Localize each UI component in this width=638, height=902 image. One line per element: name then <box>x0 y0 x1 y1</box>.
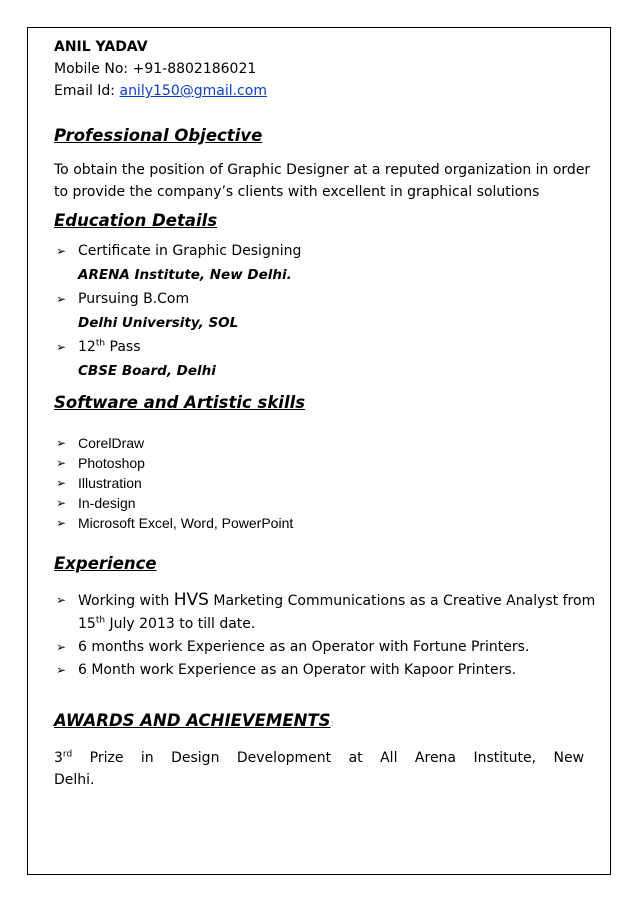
superscript: th <box>95 338 106 349</box>
list-item <box>54 659 599 682</box>
resume <box>54 36 599 791</box>
experience-text: Marketing Communications as a Creative Analyst from <box>208 593 596 609</box>
arrow-bullet-icon: ➢ <box>56 640 67 654</box>
list-item <box>54 263 599 287</box>
education-heading: Education Details <box>54 211 218 230</box>
arrow-bullet-icon: ➢ <box>56 593 67 607</box>
education-title-rest: Pass <box>105 339 141 355</box>
experience-heading: Experience <box>54 554 157 573</box>
skill-label: In-design <box>78 495 136 511</box>
education-list <box>54 239 599 383</box>
superscript: rd <box>62 749 73 760</box>
awards-colon: : <box>330 719 334 729</box>
experience-list <box>54 589 599 682</box>
skills-heading: Software and Artistic skills <box>54 393 306 412</box>
list-item <box>54 359 599 383</box>
award-description: Prize in Design Development at All Arena Institute, New Delhi. <box>54 750 585 788</box>
list-item <box>54 335 599 359</box>
education-title: Pursuing B.Com <box>78 291 190 307</box>
list-item <box>54 589 599 613</box>
experience-date-number: 15 <box>78 616 96 632</box>
arrow-bullet-icon: ➢ <box>56 292 67 306</box>
skill-label: CorelDraw <box>78 435 145 451</box>
arrow-bullet-icon: ➢ <box>56 340 67 354</box>
education-institution: Delhi University, SOL <box>78 315 239 331</box>
skill-label: Illustration <box>78 475 142 491</box>
awards-heading-text: AWARDS AND ACHIEVEMENTS <box>54 711 331 730</box>
list-item <box>54 311 599 335</box>
awards-heading <box>54 710 599 735</box>
experience-text: Working with <box>78 593 174 609</box>
experience-text: 6 Month work Experience as an Operator with Kapoor Printers. <box>78 662 517 678</box>
education-institution: CBSE Board, Delhi <box>78 363 216 379</box>
skill-label: Microsoft Excel, Word, PowerPoint <box>78 515 294 531</box>
education-title-number: 12 <box>78 339 96 355</box>
company-hvs: HVS <box>173 590 209 610</box>
email-line <box>54 80 599 102</box>
list-item <box>54 433 599 453</box>
arrow-bullet-icon: ➢ <box>56 516 67 530</box>
objective-heading: Professional Objective <box>54 126 263 145</box>
list-item <box>54 287 599 311</box>
education-title: Certificate in Graphic Designing <box>78 243 302 259</box>
arrow-bullet-icon: ➢ <box>56 436 67 450</box>
list-item <box>54 453 599 473</box>
mobile-number: +91-8802186021 <box>132 61 257 77</box>
list-item <box>54 239 599 263</box>
mobile-label: Mobile No: <box>54 61 133 77</box>
experience-date-rest: July 2013 to till date. <box>105 616 256 632</box>
experience-text: 6 months work Experience as an Operator with Fortune Printers. <box>78 639 530 655</box>
skill-label: Photoshop <box>78 455 145 471</box>
education-institution: ARENA Institute, New Delhi. <box>78 267 292 283</box>
superscript: th <box>95 615 106 626</box>
list-item <box>54 513 599 533</box>
objective-text: To obtain the position of Graphic Designer at a reputed organization in order to provide the company’s clients with excellent in graphical solutions <box>54 162 591 200</box>
arrow-bullet-icon: ➢ <box>56 456 67 470</box>
arrow-bullet-icon: ➢ <box>56 663 67 677</box>
award-text <box>54 747 599 791</box>
list-item <box>54 473 599 493</box>
list-item <box>54 636 599 659</box>
list-item <box>54 493 599 513</box>
award-number: 3 <box>54 750 63 766</box>
arrow-bullet-icon: ➢ <box>56 496 67 510</box>
list-item <box>54 613 599 636</box>
mobile-line <box>54 58 599 80</box>
candidate-name: ANIL YADAV <box>54 39 148 55</box>
arrow-bullet-icon: ➢ <box>56 244 67 258</box>
arrow-bullet-icon: ➢ <box>56 476 67 490</box>
email-label: Email Id: <box>54 83 120 99</box>
email-link[interactable]: anily150@gmail.com <box>119 83 267 99</box>
skills-list <box>54 433 599 533</box>
